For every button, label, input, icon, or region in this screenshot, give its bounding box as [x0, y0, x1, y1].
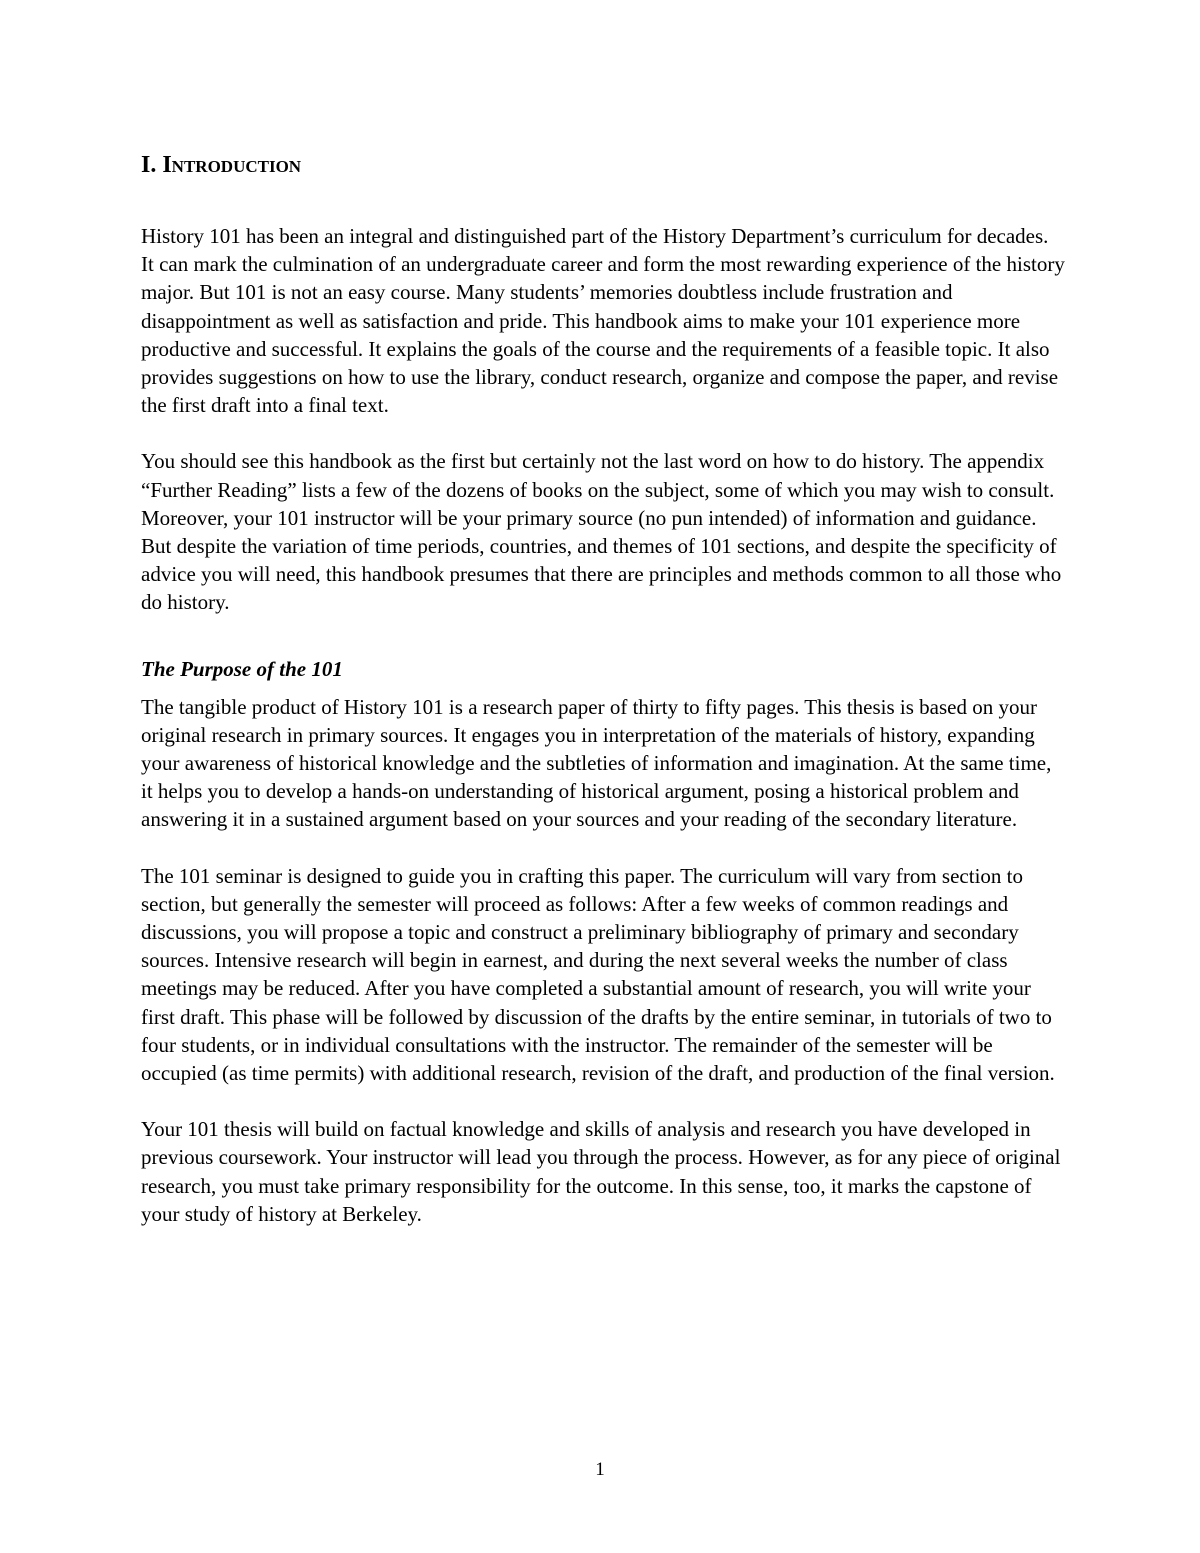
page-number: 1: [595, 1459, 605, 1480]
section-number: I.: [141, 152, 163, 178]
page-body: [141, 146, 1066, 1228]
subsection-heading: The Purpose of the 101: [141, 656, 343, 681]
purpose-paragraph-3: Your 101 thesis will build on factual knowledge and skills of analysis and research you have developed in previous coursework. Your instructor will lead you through the process. However, as for any piece of original research, you must take primary responsibility for the outcome. In this sense, too, it marks the capstone of your study of history at Berkeley.: [141, 1117, 1061, 1226]
intro-paragraph-1: History 101 has been an integral and distinguished part of the History Department’s curriculum for decades. It can mark the culmination of an undergraduate career and form the most rewarding experience of the history major. But 101 is not an easy course. Many students’ memories doubtless include frustration and disappointment as well as satisfaction and pride. This handbook aims to make your 101 experience more productive and successful. It explains the goals of the course and the requirements of a feasible topic. It also provides suggestions on how to use the library, conduct research, organize and compose the paper, and revise the first draft into a final text.: [141, 224, 1065, 418]
section-title: Introduction: [162, 152, 302, 178]
purpose-paragraph-1: The tangible product of History 101 is a research paper of thirty to fifty pages. This thesis is based on your original research in primary sources. It engages you in interpretation of the materials of history, expanding your awareness of historical knowledge and the subtleties of information and imagination. At the same time, it helps you to develop a hands-on understanding of historical argument, posing a historical problem and answering it in a sustained argument based on your sources and your reading of the secondary literature.: [141, 694, 1052, 832]
section-heading: [141, 146, 1066, 184]
intro-paragraph-2: You should see this handbook as the first but certainly not the last word on how to do history. The appendix “Further Reading” lists a few of the dozens of books on the subject, some of which you may wish to consult. Moreover, your 101 instructor will be your primary source (no pun intended) of information and guidance. But despite the variation of time periods, countries, and themes of 101 sections, and despite the specificity of advice you will need, this handbook presumes that there are principles and methods common to all those who do history.: [141, 449, 1062, 615]
purpose-paragraph-2: The 101 seminar is designed to guide you in crafting this paper. The curriculum will vary from section to section, but generally the semester will proceed as follows: After a few weeks of common readings and discussions, you will propose a topic and construct a preliminary bibliography of primary and secondary sources. Intensive research will begin in earnest, and during the next several weeks the number of class meetings may be reduced. After you have completed a substantial amount of research, you will write your first draft. This phase will be followed by discussion of the drafts by the entire seminar, in tutorials of two to four students, or in individual consultations with the instructor. The remainder of the semester will be occupied (as time permits) with additional research, revision of the draft, and production of the final version.: [141, 863, 1055, 1086]
